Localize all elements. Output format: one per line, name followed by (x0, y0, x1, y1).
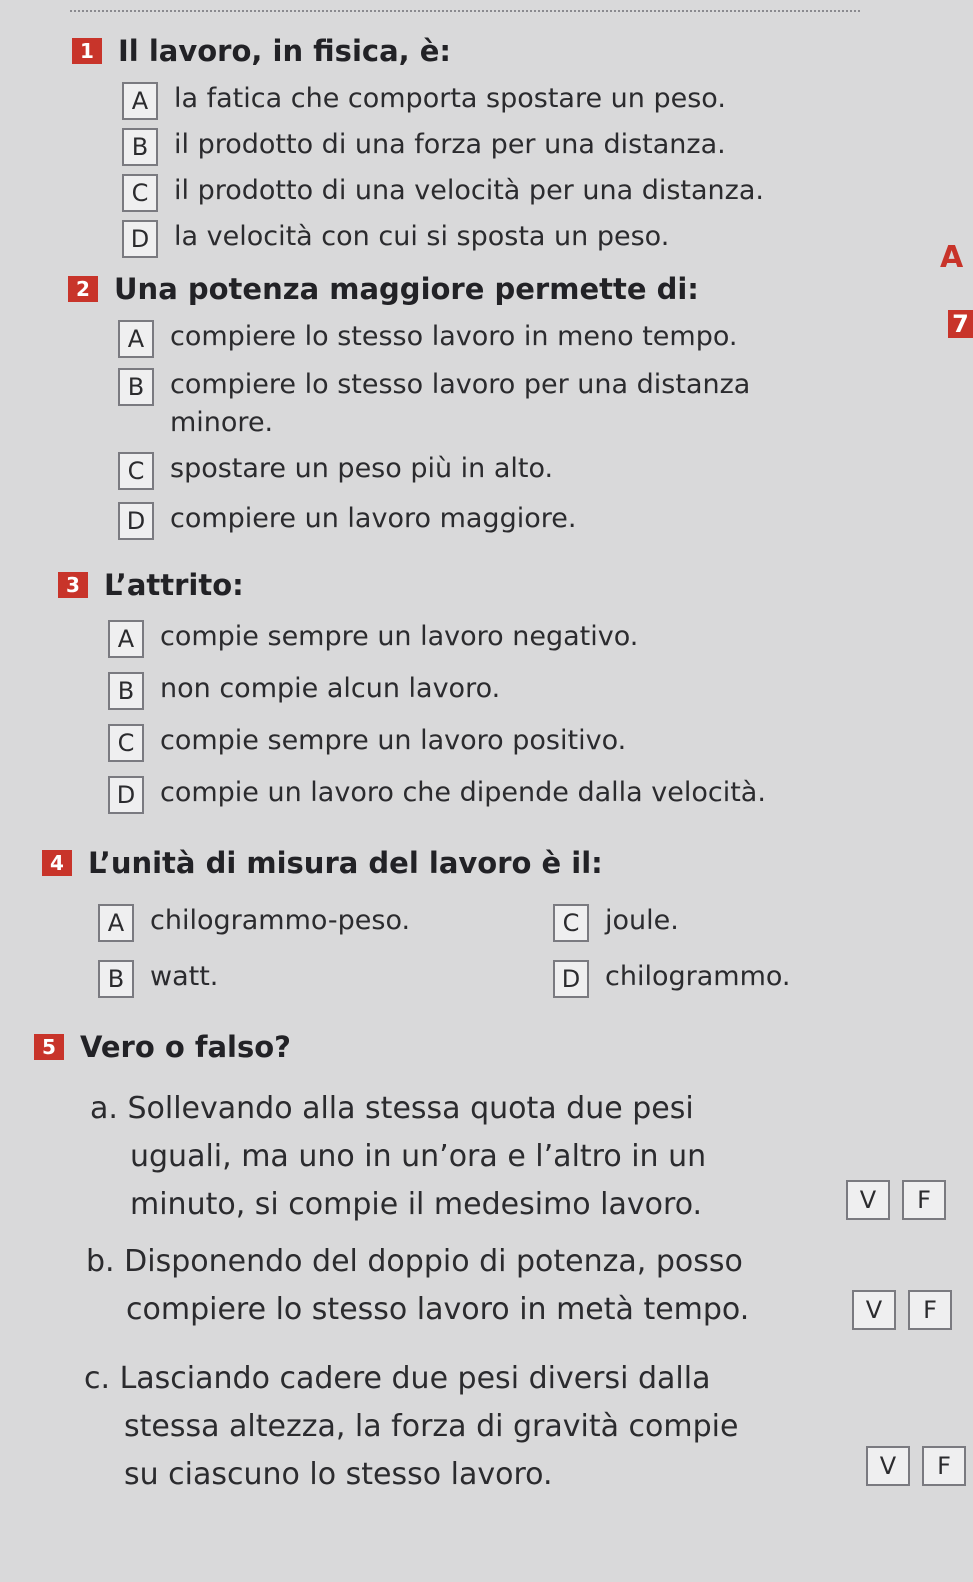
option-b[interactable] (118, 366, 808, 442)
question-title (42, 846, 853, 880)
option-b[interactable] (108, 670, 766, 710)
option-letter-box[interactable]: A (122, 82, 158, 120)
option-text: spostare un peso più in alto. (170, 453, 554, 484)
false-checkbox[interactable]: F (922, 1446, 966, 1486)
option-letter-box[interactable]: B (108, 672, 144, 710)
option-text: compie sempre un lavoro negativo. (160, 621, 639, 652)
item-label: a. (90, 1091, 118, 1126)
option-d[interactable] (122, 218, 764, 258)
item-line: stessa altezza, la forza di gravità compie (124, 1409, 739, 1444)
question-1 (72, 34, 764, 258)
option-a[interactable] (118, 318, 808, 358)
true-checkbox[interactable]: V (852, 1290, 896, 1330)
margin-mark: A (940, 240, 964, 275)
option-a[interactable] (122, 80, 764, 120)
item-line: uguali, ma uno in un’ora e l’altro in un (130, 1139, 707, 1174)
item-line: compiere lo stesso lavoro in metà tempo. (126, 1292, 750, 1327)
question-number: 1 (72, 38, 102, 64)
option-c[interactable] (122, 172, 764, 212)
option-text: compiere lo stesso lavoro in meno tempo. (170, 321, 738, 352)
option-c[interactable] (118, 450, 808, 490)
item-line: minuto, si compie il medesimo lavoro. (130, 1187, 703, 1222)
option-text: chilogrammo-peso. (150, 905, 411, 936)
question-title (72, 34, 764, 68)
option-letter-box[interactable]: C (108, 724, 144, 762)
option-d[interactable] (108, 774, 766, 814)
option-d[interactable] (118, 500, 808, 540)
option-d[interactable] (553, 958, 853, 998)
option-text: non compie alcun lavoro. (160, 673, 501, 704)
item-line: Disponendo del doppio di potenza, posso (124, 1244, 743, 1279)
option-text: joule. (605, 905, 679, 936)
item-line: Sollevando alla stessa quota due pesi (127, 1091, 694, 1126)
option-letter-box[interactable]: A (98, 904, 134, 942)
option-text: watt. (150, 961, 219, 992)
top-divider (70, 10, 860, 12)
option-a[interactable] (98, 902, 553, 942)
false-checkbox[interactable]: F (902, 1180, 946, 1220)
option-letter-box[interactable]: D (118, 502, 154, 540)
option-letter-box[interactable]: A (118, 320, 154, 358)
question-text: Vero o falso? (80, 1030, 292, 1064)
question-text: L’unità di misura del lavoro è il: (88, 846, 603, 880)
question-3 (58, 568, 766, 814)
option-text: la fatica che comporta spostare un peso. (174, 83, 726, 114)
option-letter-box[interactable]: C (118, 452, 154, 490)
option-letter-box[interactable]: A (108, 620, 144, 658)
option-c[interactable] (553, 902, 853, 942)
option-letter-box[interactable]: C (553, 904, 589, 942)
option-text: compiere un lavoro maggiore. (170, 503, 577, 534)
margin-mark: 7 (948, 310, 973, 338)
option-letter-box[interactable]: D (553, 960, 589, 998)
option-letter-box[interactable]: D (108, 776, 144, 814)
question-5 (34, 1030, 291, 1064)
option-text: compie sempre un lavoro positivo. (160, 725, 627, 756)
question-title (58, 568, 766, 602)
item-label: b. (86, 1244, 115, 1279)
option-b[interactable] (122, 126, 764, 166)
question-2 (68, 272, 808, 540)
question-text: Una potenza maggiore permette di: (114, 272, 699, 306)
question-text: Il lavoro, in fisica, è: (118, 34, 452, 68)
question-number: 3 (58, 572, 88, 598)
question-title (68, 272, 808, 306)
tf-item-b (86, 1238, 826, 1334)
option-letter-box[interactable]: B (118, 368, 154, 406)
question-number: 5 (34, 1034, 64, 1060)
question-number: 2 (68, 276, 98, 302)
tf-item-c (84, 1355, 824, 1499)
option-letter-box[interactable]: C (122, 174, 158, 212)
option-b[interactable] (98, 958, 553, 998)
option-a[interactable] (108, 618, 766, 658)
option-text: chilogrammo. (605, 961, 791, 992)
true-checkbox[interactable]: V (866, 1446, 910, 1486)
question-text: L’attrito: (104, 568, 244, 602)
option-text: il prodotto di una forza per una distanza. (174, 129, 726, 160)
question-4 (42, 846, 853, 998)
true-checkbox[interactable]: V (846, 1180, 890, 1220)
item-line: Lasciando cadere due pesi diversi dalla (119, 1361, 711, 1396)
option-text: la velocità con cui si sposta un peso. (174, 221, 670, 252)
option-letter-box[interactable]: B (98, 960, 134, 998)
option-text: il prodotto di una velocità per una distanza. (174, 175, 764, 206)
option-letter-box[interactable]: D (122, 220, 158, 258)
false-checkbox[interactable]: F (908, 1290, 952, 1330)
tf-item-a (90, 1085, 790, 1229)
item-label: c. (84, 1361, 111, 1396)
question-number: 4 (42, 850, 72, 876)
option-c[interactable] (108, 722, 766, 762)
option-text: compiere lo stesso lavoro per una distanza minore. (170, 369, 751, 438)
question-title (34, 1030, 291, 1064)
option-text: compie un lavoro che dipende dalla velocità. (160, 777, 766, 808)
option-letter-box[interactable]: B (122, 128, 158, 166)
item-line: su ciascuno lo stesso lavoro. (124, 1457, 553, 1492)
